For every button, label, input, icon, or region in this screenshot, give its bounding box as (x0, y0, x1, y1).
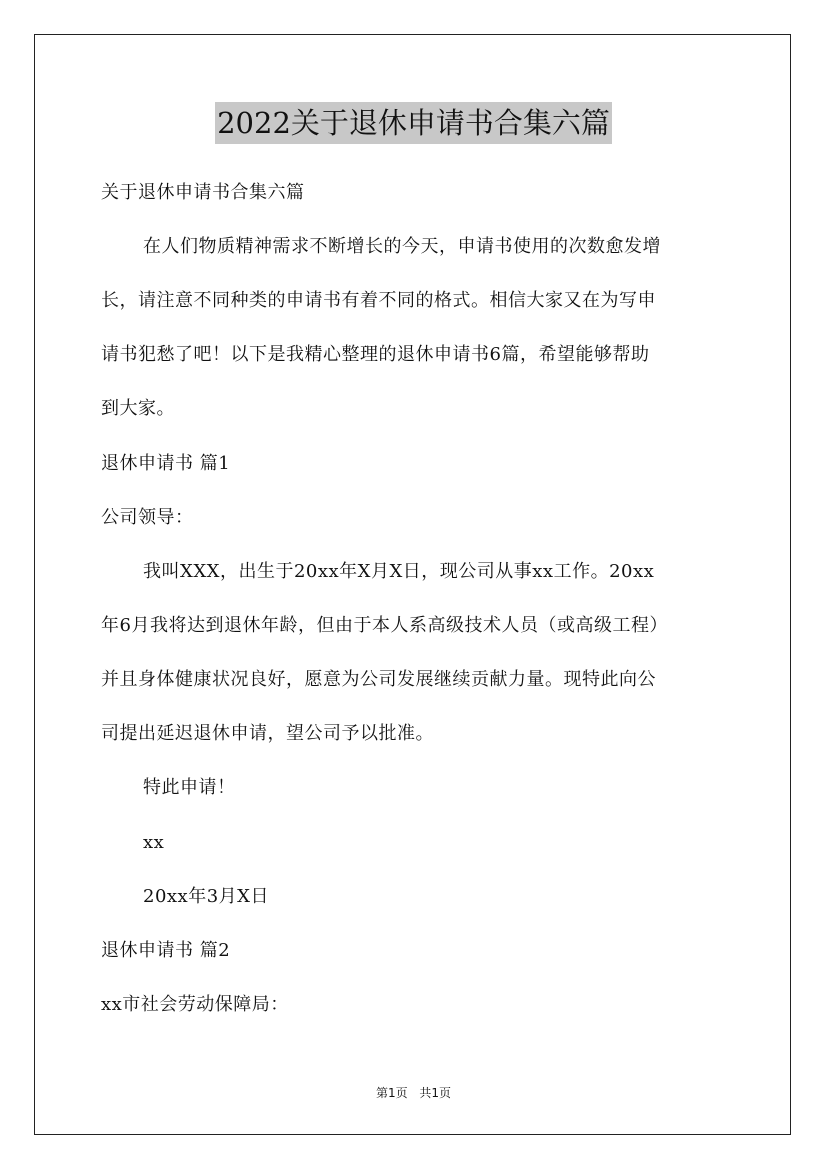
section1-paragraph-line-4: 司提出延迟退休申请，望公司予以批准。 (101, 723, 434, 744)
page-total: 共1页 (419, 1086, 452, 1100)
intro-line-2: 长，请注意不同种类的申请书有着不同的格式。相信大家又在为写申 (101, 290, 656, 311)
section1-paragraph-line-3: 并且身体健康状况良好，愿意为公司发展继续贡献力量。现特此向公 (101, 669, 656, 690)
page-footer (0, 1084, 827, 1101)
section1-heading: 退休申请书 篇1 (101, 453, 231, 474)
document-title: 2022关于退休申请书合集六篇 (215, 102, 612, 144)
title-wrap (0, 102, 827, 144)
document-subtitle: 关于退休申请书合集六篇 (101, 182, 305, 203)
intro-line-3: 请书犯愁了吧！以下是我精心整理的退休申请书6篇，希望能够帮助 (101, 344, 650, 365)
section2-heading: 退休申请书 篇2 (101, 940, 231, 961)
section1-paragraph-line-1: 我叫XXX，出生于20xx年X月X日，现公司从事xx工作。20xx (143, 561, 655, 582)
section1-closing: 特此申请！ (143, 777, 236, 798)
intro-line-4: 到大家。 (101, 398, 175, 419)
section1-date: 20xx年3月X日 (143, 886, 269, 907)
section2-salutation: xx市社会劳动保障局： (101, 994, 289, 1015)
page-number: 第1页 (375, 1086, 408, 1100)
section1-paragraph-line-2: 年6月我将达到退休年龄，但由于本人系高级技术人员（或高级工程） (101, 615, 668, 636)
section1-salutation: 公司领导： (101, 507, 194, 528)
intro-line-1: 在人们物质精神需求不断增长的今天，申请书使用的次数愈发增 (143, 236, 661, 257)
section1-signature: xx (143, 832, 165, 853)
